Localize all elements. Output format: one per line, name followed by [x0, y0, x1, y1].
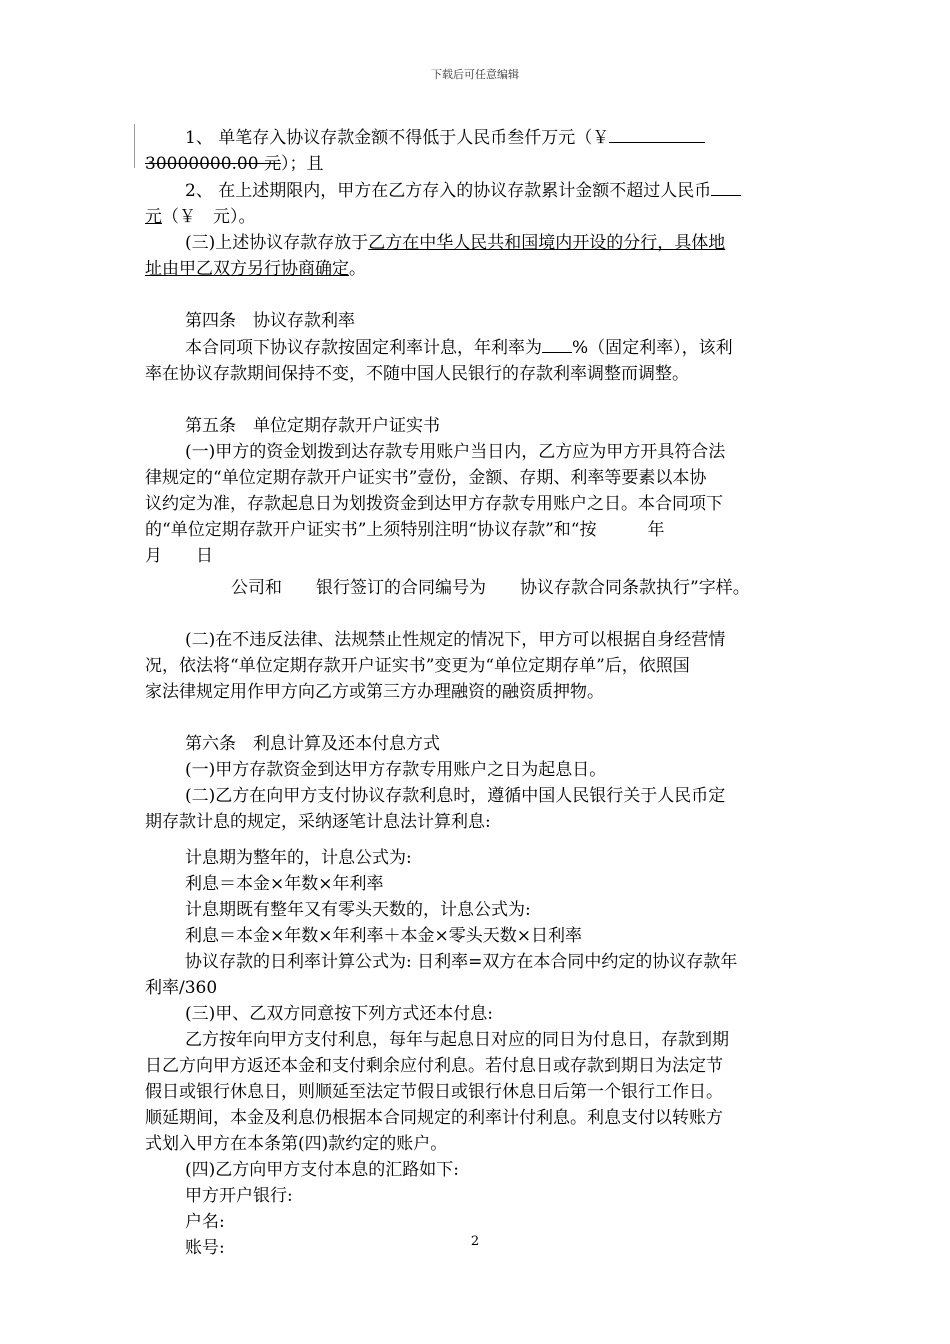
clause-line [145, 177, 805, 204]
clause-line: 日乙方向甲方返还本金和支付剩余应付利息。若付息日或存款到期日为法定节 [145, 1056, 723, 1076]
clause-line: 乙方按年向甲方支付利息，每年与起息日对应的同日为付息日，存款到期 [185, 1030, 729, 1050]
revision-margin-mark [134, 124, 135, 168]
text-span: （￥ 元）。 [162, 207, 256, 227]
article-title: 第五条 单位定期存款开户证实书 [185, 416, 440, 436]
clause-line: (一)甲方的资金划拨到达存款专用账户当日内，乙方应为甲方开具符合法 [185, 442, 726, 462]
page-header: 下载后可任意编辑 [431, 68, 519, 81]
underlined-text: 元 [145, 207, 162, 227]
clause-line: 律规定的“单位定期存款开户证实书”壹份，金额、存期、利率等要素以本协 [145, 468, 707, 488]
text-span: （固定利率），该利 [588, 338, 733, 358]
spacer [145, 705, 805, 731]
clause-line: 家法律规定用作甲方向乙方或第三方办理融资的融资质押物。 [145, 682, 604, 702]
clause-line: (二)乙方在向甲方支付协议存款利息时，遵循中国人民银行关于人民币定 [185, 786, 726, 806]
clause-line: 假日或银行休息日，则顺延至法定节假日或银行休息日后第一个银行工作日。 [145, 1082, 723, 1102]
article-title: 第六条 利息计算及还本付息方式 [185, 734, 440, 754]
clause-line [145, 124, 805, 151]
formula-line: 计息期既有整年又有零头天数的，计息公式为: [185, 900, 531, 920]
spacer [145, 835, 805, 845]
clause-line: 的“单位定期存款开户证实书”上须特别注明“协议存款”和“按 年 [145, 520, 665, 540]
text-span: ）；且 [280, 154, 324, 174]
clause-line [145, 334, 805, 361]
document-body [145, 124, 805, 1261]
text-span: 。 [349, 259, 366, 279]
clause-line: 况，依法将“单位定期存款开户证实书”变更为“单位定期存单”后，依照国 [145, 656, 690, 676]
clause-line: 月 日 [145, 546, 213, 566]
struck-amount: 30000000.00 元 [145, 154, 281, 174]
clause-line: 公司和 银行签订的合同编号为 协议存款合同条款执行”字样。 [231, 578, 750, 598]
spacer [145, 601, 805, 627]
formula-line: 利息＝本金×年数×年利率＋本金×零头天数×日利率 [185, 926, 582, 946]
spacer [145, 282, 805, 308]
field-label: 户名: [185, 1212, 225, 1232]
clause-line: 期存款计息的规定，采纳逐笔计息法计算利息: [145, 812, 491, 832]
clause-line [145, 230, 805, 256]
spacer [145, 387, 805, 413]
article-title: 第四条 协议存款利率 [185, 311, 355, 331]
clause-line: (二)在不违反法律、法规禁止性规定的情况下，甲方可以根据自身经营情 [185, 630, 726, 650]
text-span: 2、 在上述期限内，甲方在乙方存入的协议存款累计金额不超过人民币 [185, 181, 712, 201]
text-span: 1、 单笔存入协议存款金额不得低于人民币叁仟万元（￥ [185, 128, 610, 148]
clause-line: 协议存款的日利率计算公式为: 日利率=双方在本合同中约定的协议存款年 [185, 952, 738, 972]
field-label: 甲方开户银行: [185, 1186, 293, 1206]
formula-line: 计息期为整年的，计息公式为: [185, 848, 412, 868]
clause-line: 率在协议存款期间保持不变，不随中国人民银行的存款利率调整而调整。 [145, 364, 689, 384]
clause-line: (四)乙方向甲方支付本息的汇路如下: [185, 1160, 459, 1180]
text-span: (三)上述协议存款存放于 [185, 233, 369, 253]
blank-field [609, 124, 705, 143]
blank-field [711, 177, 741, 196]
clause-line: 利率/360 [145, 978, 218, 998]
clause-line: 式划入甲方在本条第(四)款约定的账户。 [145, 1134, 448, 1154]
text-span: 本合同项下协议存款按固定利率计息，年利率为 [185, 338, 542, 358]
clause-line: 议约定为准，存款起息日为划拨资金到达甲方存款专用账户之日。本合同项下 [145, 494, 723, 514]
page-number: 2 [470, 1234, 480, 1249]
clause-line [145, 151, 805, 177]
underlined-text: 址由甲乙双方另行协商确定 [145, 259, 349, 279]
clause-line: 顺延期间，本金及利息仍根据本合同规定的利率计付利息。利息支付以转账方 [145, 1108, 723, 1128]
underlined-text: 乙方在中华人民共和国境内开设的分行，具体地 [368, 233, 726, 253]
clause-line [145, 204, 805, 230]
blank-field [542, 334, 572, 353]
clause-line [145, 256, 805, 282]
clause-line: (三)甲、乙双方同意按下列方式还本付息: [185, 1004, 493, 1024]
clause-line: (一)甲方存款资金到达甲方存款专用账户之日为起息日。 [185, 760, 607, 780]
field-label: 账号: [185, 1238, 225, 1258]
text-span: % [572, 338, 589, 358]
formula-line: 利息＝本金×年数×年利率 [185, 874, 384, 894]
